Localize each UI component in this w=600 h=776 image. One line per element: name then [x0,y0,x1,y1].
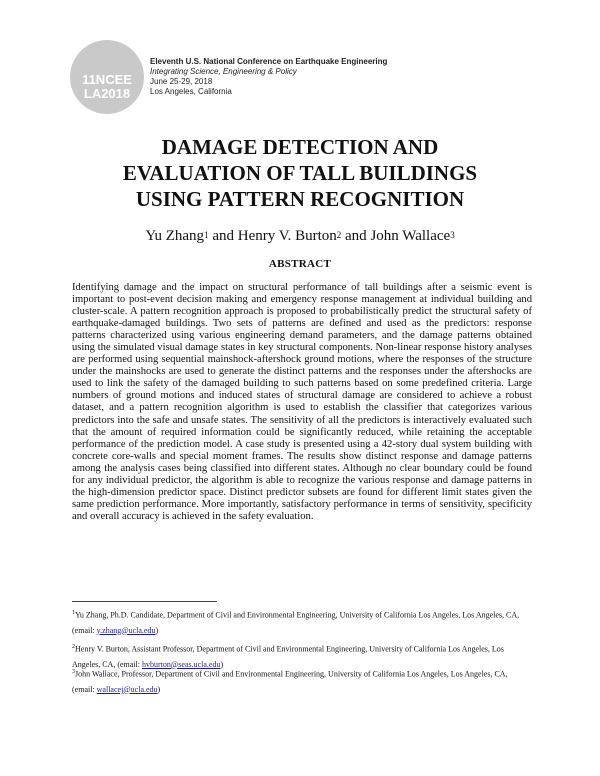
author-mark: 2 [336,230,342,240]
footnote-divider [72,601,217,602]
author-name: Yu Zhang [145,228,205,244]
footnote-mark: 3 [72,669,75,675]
footnote [72,665,532,697]
title-line: DAMAGE DETECTION AND [161,135,439,159]
abstract-heading: ABSTRACT [268,258,332,270]
author-separator: and [208,228,238,244]
logo-line-1: 11NCEE [82,72,132,87]
footnote-close: ) [220,659,224,669]
author-list [40,227,560,245]
author-mark: 3 [450,230,455,240]
email-link[interactable]: wallacej@ucla.edu [96,684,158,694]
email-link[interactable]: hvburton@seas.ucla.edu [141,659,221,669]
author-mark: 1 [204,230,209,240]
footnote-mark: 1 [72,610,75,616]
conference-location: Los Angeles, California [150,87,232,96]
abstract-text: Identifying damage and the impact on structural performance of tall buildings after a seismic event is important to post-event decision making and emergency response management at individual building and cluster-scale. A pattern recognition approach is proposed to probabilistically predict the structural safety of earthquake-damaged buildings. Two sets of patterns are defined and used as the predictors: response patterns characterized using various engineering demand parameters, and the damage patterns obtained using the simulated visual damage states in key structural components. Non-linear response history analyses are performed using sequential mainshock-aftershock ground motions, where the responses of the structure under the mainshocks are used to generate the distinct patterns and the responses under the aftershocks are used to link the safety of the damaged building to such patterns based on some predefined criteria. Large numbers of ground motions and induced states of structural damage are considered to achieve a robust dataset, and a pattern recognition algorithm is used to establish the classifier that categorizes various predictors into the safe and unsafe states. The sensitivity of all the predictors is interactively evaluated such that the amount of required information could be significantly reduced, while retaining the acceptable performance of the prediction model. A case study is presented using a 42-story dual system building with concrete core-walls and special moment frames. The results show distinct response and damage patterns among the analysis cases being classified into different states. Although no clear boundary could be found for any individual predictor, the algorithm is able to recognize the various response and damage patterns in the high-dimension predictor space. Distinct predictor subsets are found for different limit states given the same prediction performance. More importantly, satisfactory performance in terms of sensitivity, specificity and overall accuracy is achieved in the safety evaluation. [72,282,532,522]
title-line: USING PATTERN RECOGNITION [135,187,465,211]
conference-name: Eleventh U.S. National Conference on Earthquake Engineering [150,57,388,66]
logo-line-2: LA2018 [83,86,131,101]
paper-title [40,134,560,212]
email-link[interactable]: y.zhang@ucla.edu [96,625,156,635]
author-name: John Wallace [370,228,451,244]
footnote-text: John Wallace, Professor, Department of Civil and Environmental Engineering, University of California Los Angeles, Los Angeles, CA, (email: [72,669,508,694]
conference-dates: June 25-29, 2018 [150,77,213,86]
conference-logo [70,40,144,114]
author-name: Henry V. Burton [237,228,337,244]
author-separator: and [341,228,371,244]
footnote-mark: 2 [72,644,75,650]
footnote [72,606,532,638]
conference-subtitle: Integrating Science, Engineering & Policy [150,67,297,76]
conference-header [150,57,387,97]
footnote-close: ) [155,625,159,635]
title-line: EVALUATION OF TALL BUILDINGS [122,161,478,185]
footnote-text: Yu Zhang, Ph.D. Candidate, Department of Civil and Environmental Engineering, University of California Los Angeles, Los Angeles, CA, (email: [72,610,520,635]
footnote-close: ) [157,684,161,694]
footnote-text: Henry V. Burton, Assistant Professor, Department of Civil and Environmental Engineering, University of California Los Angeles, Los Angeles, CA, (email: [72,644,504,669]
